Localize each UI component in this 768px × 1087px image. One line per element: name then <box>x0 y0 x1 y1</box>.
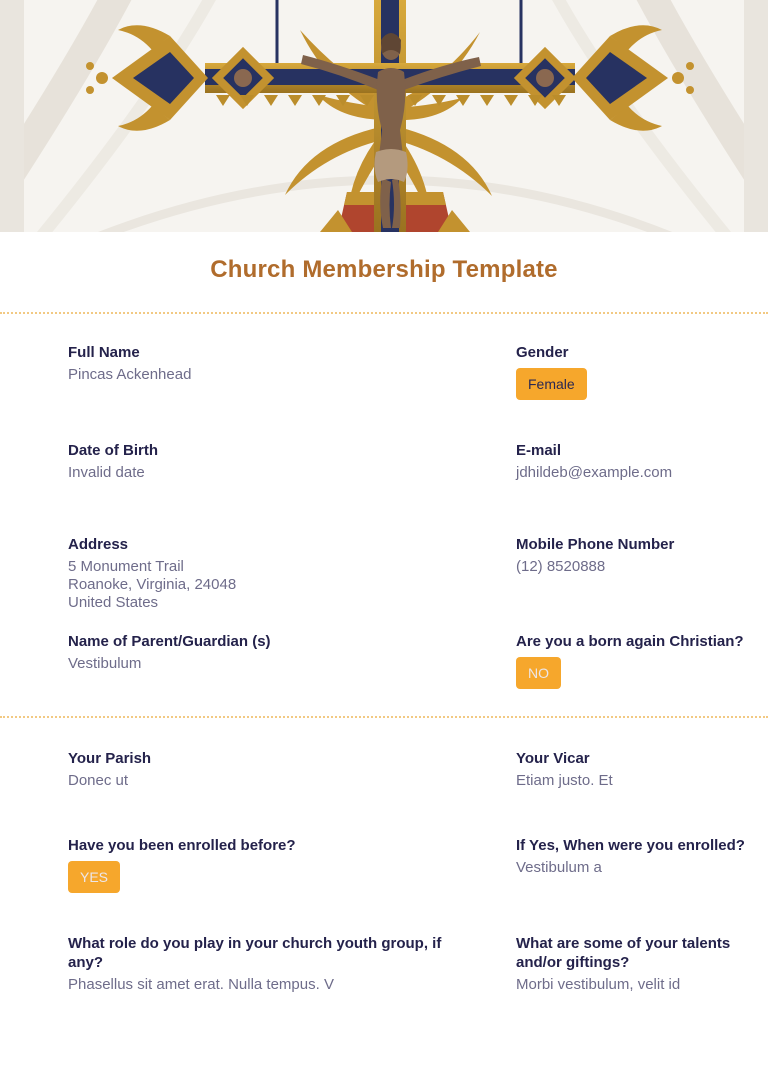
field-vicar <box>516 749 746 790</box>
field-mobile-phone <box>516 535 746 612</box>
field-youth-group-role <box>68 934 453 994</box>
form-row <box>68 441 734 482</box>
field-address <box>68 535 453 612</box>
form-row <box>68 934 734 994</box>
field-label: Full Name <box>68 344 140 361</box>
field-date-of-birth <box>68 441 453 482</box>
field-full-name <box>68 343 453 400</box>
field-label: Name of Parent/Guardian (s) <box>68 633 271 650</box>
field-value: Vestibulum a <box>516 859 602 876</box>
address-line-2: Roanoke, Virginia, 24048 <box>68 576 237 593</box>
address-line-1: 5 Monument Trail <box>68 558 184 575</box>
form-row <box>68 343 734 400</box>
field-value: jdhildeb@example.com <box>516 464 673 481</box>
field-value <box>68 558 453 612</box>
form-row <box>68 836 745 893</box>
gender-badge: Female <box>516 368 587 400</box>
field-label: Your Vicar <box>516 750 590 767</box>
personal-info-section <box>0 314 768 716</box>
born-again-badge: NO <box>516 657 561 689</box>
field-enrolled-before <box>68 836 453 893</box>
field-label: Address <box>68 536 129 553</box>
field-parish <box>68 749 453 790</box>
field-label: If Yes, When were you enrolled? <box>516 837 745 854</box>
field-talents <box>516 934 746 994</box>
crucifix-illustration <box>0 0 768 232</box>
field-value: Pincas Ackenhead <box>68 366 192 383</box>
field-value: Morbi vestibulum, velit id <box>516 976 681 993</box>
field-label: What are some of your talents and/or giftings? <box>516 935 731 971</box>
church-crucifix-photo <box>0 0 768 232</box>
field-value: Invalid date <box>68 464 145 481</box>
field-gender <box>516 343 746 400</box>
field-value: (12) 8520888 <box>516 558 606 575</box>
field-label: E-mail <box>516 442 562 459</box>
page-title: Church Membership Template <box>210 256 558 283</box>
church-info-section <box>0 718 768 1021</box>
field-value: Etiam justo. Et <box>516 772 613 789</box>
field-value: Donec ut <box>68 772 129 789</box>
form-row <box>68 535 734 612</box>
field-label: Mobile Phone Number <box>516 536 675 553</box>
field-label: Have you been enrolled before? <box>68 837 296 854</box>
field-parent-guardian <box>68 632 453 689</box>
field-born-again <box>516 632 746 689</box>
field-label: Gender <box>516 344 569 361</box>
title-section <box>0 232 768 312</box>
field-label: Date of Birth <box>68 442 158 459</box>
field-label: Your Parish <box>68 750 152 767</box>
field-value: Vestibulum <box>68 655 142 672</box>
field-value: Phasellus sit amet erat. Nulla tempus. V <box>68 976 334 993</box>
field-email <box>516 441 746 482</box>
form-row <box>68 632 744 689</box>
field-when-enrolled <box>516 836 746 893</box>
field-label: Are you a born again Christian? <box>516 633 744 650</box>
enrolled-before-badge: YES <box>68 861 120 893</box>
form-row <box>68 749 734 790</box>
address-line-3: United States <box>68 594 159 611</box>
field-label: What role do you play in your church youth group, if any? <box>68 935 442 971</box>
